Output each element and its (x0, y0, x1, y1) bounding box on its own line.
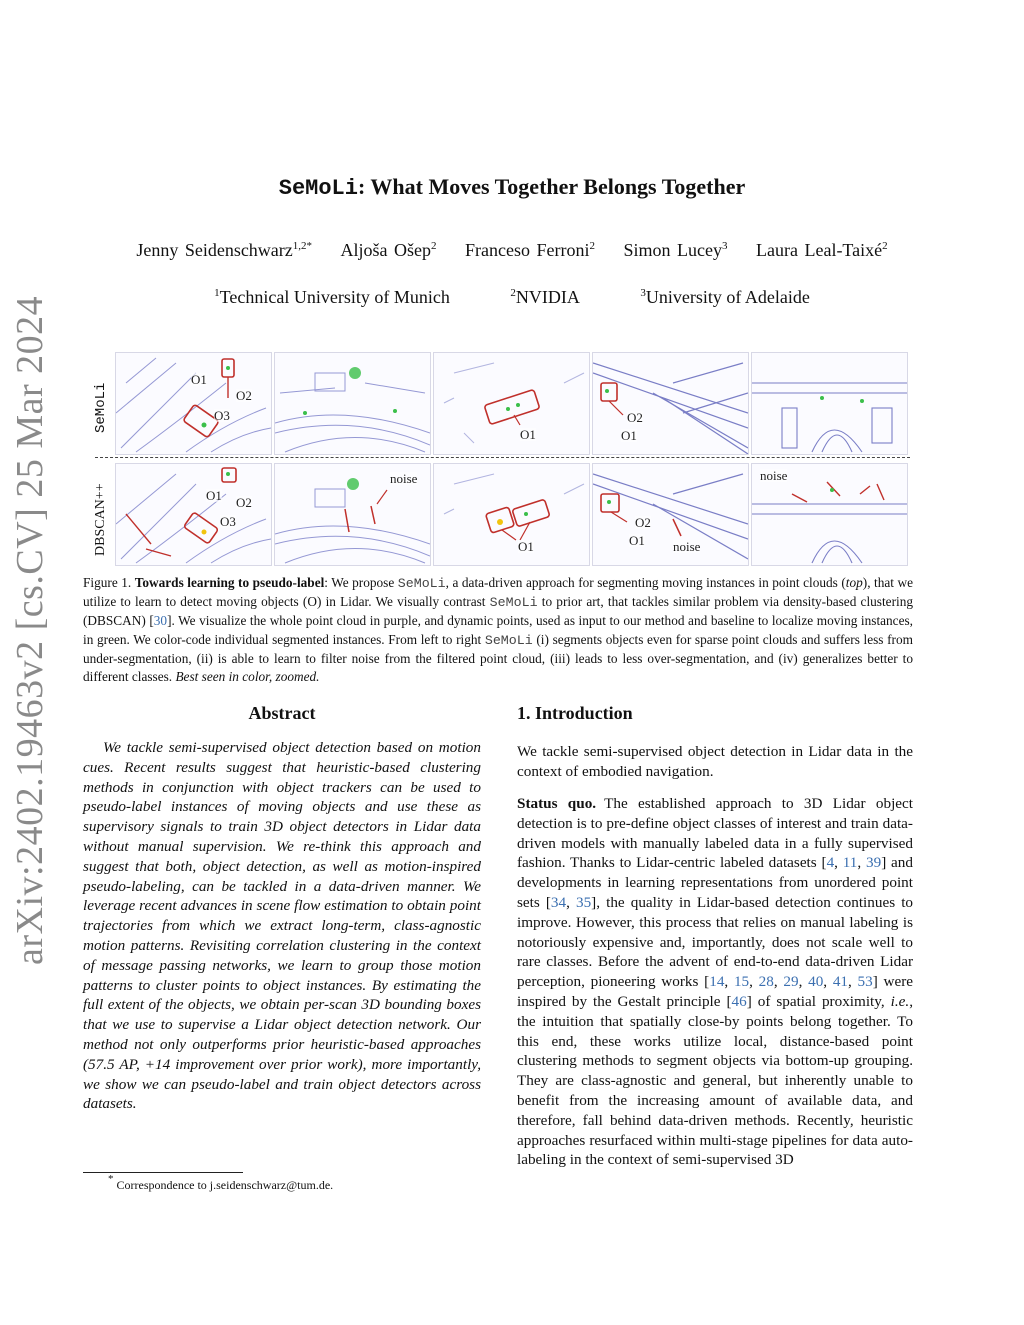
abstract-heading: Abstract (248, 703, 316, 723)
pointcloud-top-3 (434, 353, 589, 454)
panel-top-4 (592, 352, 749, 455)
intro-heading: 1. Introduction (517, 703, 633, 723)
panel-top-2 (274, 352, 431, 455)
author: Aljoša Ošep$^2$ (340, 240, 437, 260)
citation-link[interactable]: 30 (153, 613, 168, 629)
citation-link[interactable]: 53 (857, 973, 873, 991)
abstract-body: We tackle semi-supervised object detection based on motion cues. Recent results suggest that heuristic-based clustering methods in conjunction with object trackers can be used to pseudo-label instances of moving objects and use these as supervisory signals to train 3D object detectors in Lidar data without manual supervision. We re-think this approach and suggest that both, object detection, as well as motion-inspired pseudo-labeling, can be tackled in a data-driven manner. We leverage recent advances in scene flow estimation to obtain point trajectories from which we extract long-term, class-agnostic motion patterns. Revisiting correlation clustering in the context of message passing networks, we learn to group those motion patterns to cluster points to object instances. By estimating the full extent of the objects, we obtain per-scan 3D bounding boxes that we use to supervise a Lidar object detection network. Our method not only outperforms prior heuristic-based approaches (57.5 AP, +14 improvement over prior work), more importantly, we show we can pseudo-label and train object detectors across datasets. (83, 739, 481, 1113)
pointcloud-top-4 (593, 353, 748, 454)
citation-link[interactable]: 15 (733, 973, 750, 991)
panel-bottom-2 (274, 463, 431, 566)
author: Franceso Ferroni$^2$ (465, 240, 595, 260)
object-label: O1 (191, 372, 207, 387)
pointcloud-top-5 (752, 353, 907, 454)
panel-top-1 (115, 352, 272, 455)
panel-top-5 (751, 352, 908, 455)
pointcloud-bottom-1 (116, 464, 271, 565)
paper-title (0, 174, 1024, 201)
affiliation: $^1$Technical University of Munich (214, 287, 450, 307)
affiliation: $^3$University of Adelaide (640, 287, 810, 307)
row-label-semoli: SeMoLi (93, 382, 109, 433)
footnote: * Correspondence to j.seidenschwarz@tum.de. (108, 1173, 334, 1192)
figure-caption: Figure 1. Towards learning to pseudo-label: We propose SeMoLi, a data-driven approach for segmenting moving instances in point clouds (top), that we utilize to learn to detect moving objects (O) in Lidar. We visually contrast SeMoLi to prior art, that tackles similar problem via density-based clustering (DBSCAN) [30]. We visualize the whole point cloud in purple, and dynamic points, used as input to our method and baseline to localize moving instances, in green. We color-code individual segmented instances. From left to right SeMoLi (i) segments objects even for sparse point clouds and suffers less from under-segmentation, (ii) is able to learn to filter noise from the filtered point cloud, (iii) leads to less over-segmentation, and (iv) generalizes better to different classes. Best seen in color, zoomed. (83, 575, 913, 685)
citation-link[interactable]: 29 (783, 973, 799, 991)
object-label: O2 (627, 410, 643, 425)
object-label: O2 (635, 515, 651, 530)
panel-top-3 (433, 352, 590, 455)
citation-link[interactable]: 14 (709, 973, 725, 991)
title-method-name: SeMoLi (278, 176, 358, 201)
citation-link[interactable]: 35 (575, 893, 592, 911)
affiliation: $^2$NVIDIA (510, 287, 580, 307)
object-label: O1 (629, 533, 645, 548)
pointcloud-top-2 (275, 353, 430, 454)
citation-link[interactable]: 46 (731, 992, 747, 1010)
object-label: O1 (206, 488, 222, 503)
panel-bottom-1 (115, 463, 272, 566)
author: Laura Leal-Taixé$^2$ (756, 240, 888, 260)
citation-link[interactable]: 11 (842, 854, 858, 872)
panel-bottom-5 (751, 463, 908, 566)
author: Simon Lucey$^3$ (623, 240, 728, 260)
intro-paragraph-2: Status quo. The established approach to 3D Lidar object detection is to pre-define object classes of interest and train data-driven models with manually labeled data in a fully supervised fashion. Thanks to Lidar-centric labeled datasets [4, 11, 39] and developments in learning representations from unordered point sets [34, 35], the quality in Lidar-based detection continues to improve. However, this process that relies on manual labeling is notoriously expensive and, importantly, does not scale well to rare classes. Before the advent of end-to-end data-driven Lidar perception, pioneering works [14, 15, 28, 29, 40, 41, 53] were inspired by the Gestalt principle [46] of spatial proximity, i.e., the intuition that spatially close-by points belong together. To this end, these works utilize local, distance-based point clustering methods to segment objects via bottom-up grouping. They are class-agnostic and general, but inherently unable to benefit from the increasing amount of available data, and therefore, fall behind data-driven methods. Recently, heuristic approaches resurfaced within multi-stage pipelines for data auto-labeling in the context of semi-supervised 3D (517, 795, 914, 1169)
citation-link[interactable]: 40 (808, 973, 824, 991)
panel-bottom-4 (592, 463, 749, 566)
pointcloud-bottom-3 (434, 464, 589, 565)
author-list (0, 240, 1024, 261)
object-label: O2 (236, 388, 252, 403)
citation-link[interactable]: 28 (758, 973, 774, 991)
citation-link[interactable]: 41 (832, 973, 848, 991)
pointcloud-bottom-4 (593, 464, 748, 565)
noise-label: noise (760, 468, 788, 483)
object-label: O3 (220, 514, 236, 529)
title-text: : What Moves Together Belongs Together (357, 174, 746, 199)
citation-link[interactable]: 4 (826, 854, 835, 872)
citation-link[interactable]: 34 (550, 893, 567, 911)
intro-paragraph-1: We tackle semi-supervised object detection in Lidar data in the context of embodied navigation. (517, 743, 913, 780)
object-label: O1 (520, 427, 536, 442)
author: Jenny Seidenschwarz$^{1,2*}$ (136, 240, 313, 260)
footnote-rule (83, 1172, 243, 1173)
noise-label: noise (390, 471, 418, 486)
pointcloud-top-1 (116, 353, 271, 454)
arxiv-stamp: arXiv:2402.19463v2 [cs.CV] 25 Mar 2024 (9, 295, 51, 965)
panel-bottom-3 (433, 463, 590, 566)
object-label: O1 (518, 539, 534, 554)
citation-link[interactable]: 39 (866, 854, 882, 872)
noise-label: noise (673, 539, 701, 554)
object-label: O1 (621, 428, 637, 443)
object-label: O2 (236, 495, 252, 510)
figure-row-separator (95, 457, 910, 458)
affiliation-list (0, 287, 1024, 308)
row-label-dbscan: DBSCAN++ (93, 483, 108, 556)
object-label: O3 (214, 408, 230, 423)
